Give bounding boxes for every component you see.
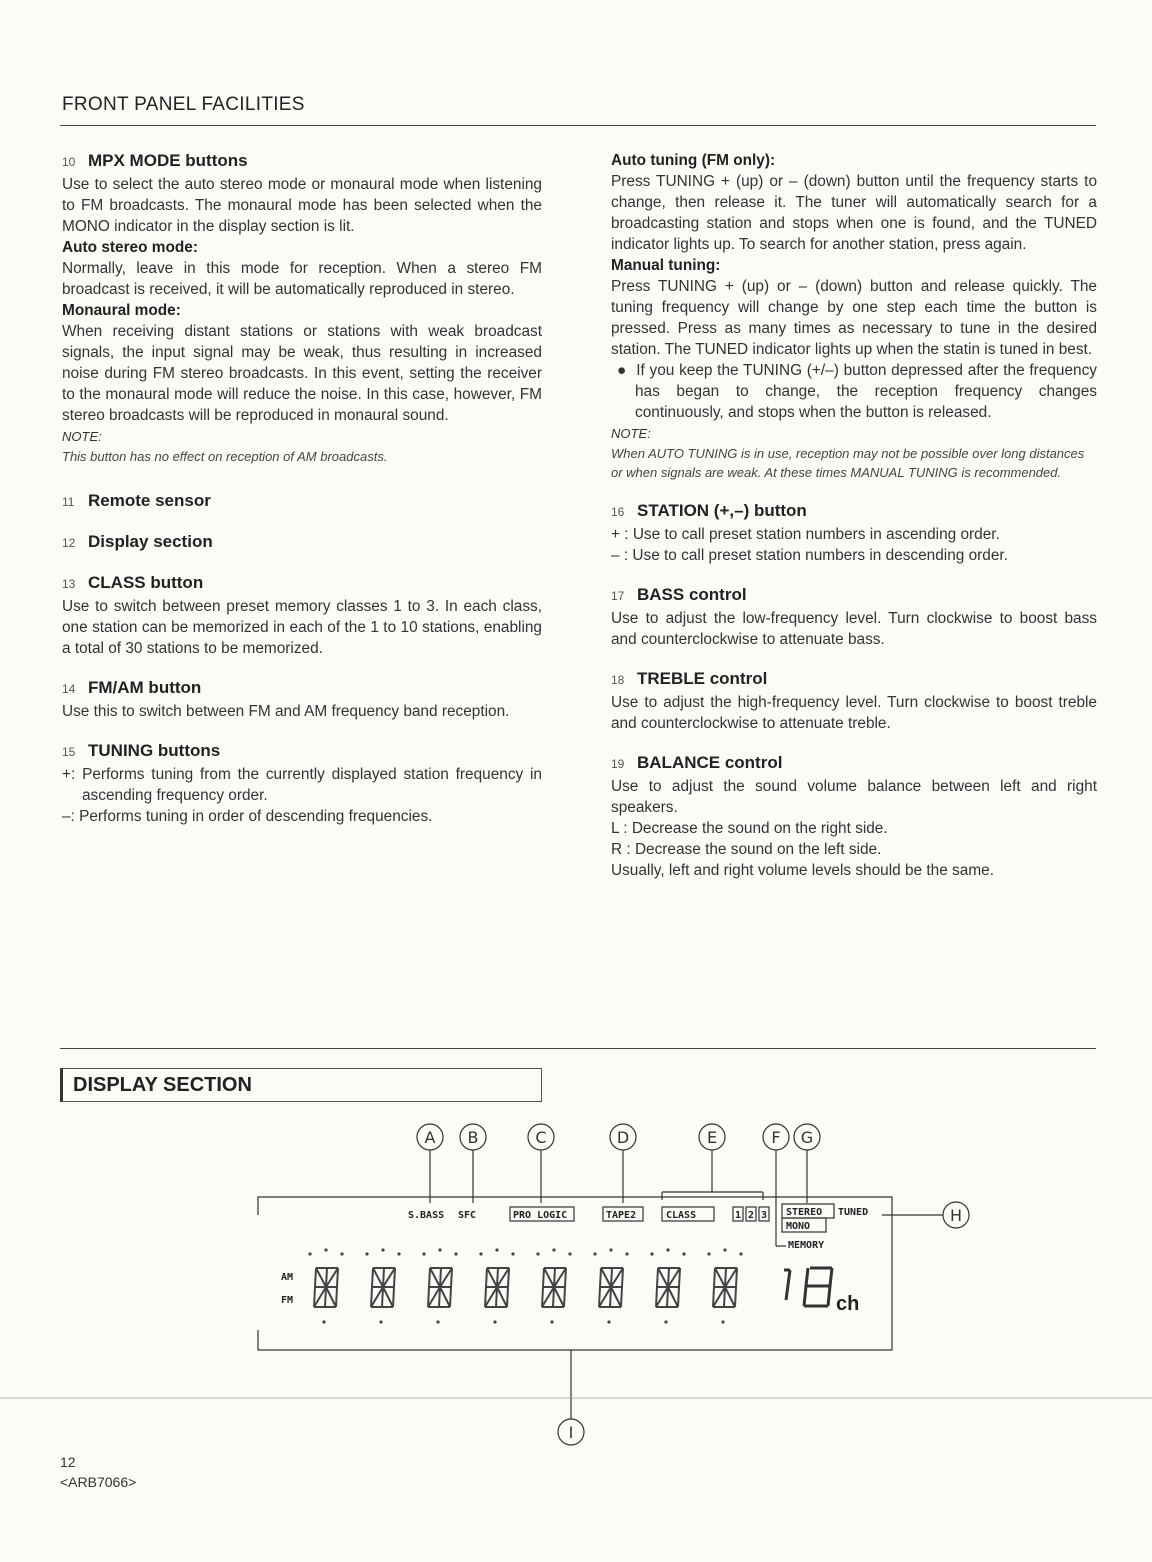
indicator-pro-logic: PRO LOGIC: [513, 1210, 568, 1221]
segment-dot: [650, 1252, 653, 1255]
section-title-text: Display section: [88, 532, 213, 551]
section-text: Press TUNING + (up) or – (down) button and release quickly. The tuning frequency will change by one step each time the button is pressed. Press as many times as necessary to tune in the desired station. The TUNED indicator lights up when the statin is tuned in best.: [611, 278, 1097, 358]
section-number: 19: [611, 757, 625, 771]
section-text: Press TUNING + (up) or – (down) button until the frequency starts to change, then release it. The tuner will automatically search for a broadcasting station and stops when one is found, and the TUNED indicator lights up. To search for another station, press again.: [611, 173, 1097, 253]
sixteen-segment-characters: [308, 1248, 742, 1323]
document-code: <ARB7066>: [60, 1474, 137, 1490]
segment-dot: [324, 1248, 327, 1251]
indicator-am: AM: [281, 1272, 294, 1283]
segment-strokes: [713, 1268, 737, 1307]
section-title-text: MPX MODE buttons: [88, 151, 248, 170]
page-footer: [60, 1452, 136, 1492]
indicator-ch: ch: [836, 1293, 860, 1315]
section-number: 16: [611, 505, 625, 519]
section-number: 15: [62, 745, 76, 759]
subheading-auto-tuning: Auto tuning (FM only):: [611, 152, 776, 169]
segment-dot: [593, 1252, 596, 1255]
note-text: This button has no effect on reception of AM broadcasts.: [62, 449, 388, 464]
list-item: – : Use to call preset station numbers in descending order.: [611, 547, 1008, 564]
segment-dot: [422, 1252, 425, 1255]
section-number: 13: [62, 577, 76, 591]
subheading-monaural: Monaural mode:: [62, 302, 181, 319]
segment-dot: [436, 1320, 439, 1323]
section-title-text: BASS control: [637, 585, 747, 604]
segment-dot: [438, 1248, 441, 1251]
segment-dot: [739, 1252, 742, 1255]
indicator-fm: FM: [281, 1295, 294, 1306]
section-number: 18: [611, 673, 625, 687]
segment-dot: [511, 1252, 514, 1255]
segment-character-1: [308, 1248, 343, 1323]
note-label: NOTE:: [62, 429, 102, 444]
bullet-text: If you keep the TUNING (+/–) button depressed after the frequency has began to change, the reception frequency changes continuously, and stops when the button is released.: [635, 362, 1097, 421]
segment-character-6: [593, 1248, 628, 1323]
note-label: NOTE:: [611, 426, 651, 441]
section-title-text: FM/AM button: [88, 678, 202, 697]
callout-a: A: [424, 1128, 436, 1147]
display-section-title: DISPLAY SECTION: [73, 1074, 252, 1096]
segment-dot: [322, 1320, 325, 1323]
indicator-tuned: TUNED: [838, 1207, 869, 1218]
section-text: Use to switch between preset memory classes 1 to 3. In each class, one station can be memorized in each of the 1 to 10 stations, enabling a total of 30 stations to be memorized.: [62, 598, 542, 657]
segment-dot: [664, 1320, 667, 1323]
segment-character-4: [479, 1248, 514, 1323]
segment-dot: [479, 1252, 482, 1255]
segment-dot: [723, 1248, 726, 1251]
callout-c: C: [535, 1128, 547, 1147]
segment-strokes: [371, 1268, 395, 1307]
callout-b: B: [467, 1128, 479, 1147]
callout-e: E: [706, 1128, 718, 1147]
indicator-mono: MONO: [786, 1221, 811, 1232]
subheading-manual-tuning: Manual tuning:: [611, 257, 721, 274]
segment-character-7: [650, 1248, 685, 1323]
segment-dot: [365, 1252, 368, 1255]
segment-dot: [609, 1248, 612, 1251]
indicator-class-2: 2: [748, 1210, 755, 1221]
segment-dot: [666, 1248, 669, 1251]
section-title-text: CLASS button: [88, 573, 204, 592]
segment-dot: [379, 1320, 382, 1323]
segment-dot: [454, 1252, 457, 1255]
section-text: Use this to switch between FM and AM frequency band reception.: [62, 703, 510, 720]
segment-strokes: [542, 1268, 566, 1307]
segment-strokes: [485, 1268, 509, 1307]
segment-character-5: [536, 1248, 571, 1323]
section-title-text: STATION (+,–) button: [637, 501, 807, 520]
section-text: Use to select the auto stereo mode or monaural mode when listening to FM broadcasts. The monaural mode has been selected when the MONO indicator in the display section is lit.: [62, 176, 542, 235]
section-number: 11: [62, 495, 75, 509]
segment-character-3: [422, 1248, 457, 1323]
indicator-class-3: 3: [761, 1210, 768, 1221]
segment-dot: [625, 1252, 628, 1255]
section-title-text: BALANCE control: [637, 753, 783, 772]
page-number: 12: [60, 1454, 76, 1470]
channel-digits-display: [784, 1268, 832, 1306]
segment-dot: [308, 1252, 311, 1255]
segment-dot: [721, 1320, 724, 1323]
list-item: +: Performs tuning from the currently displayed station frequency in ascending frequency order.: [62, 766, 542, 804]
segment-character-8: [707, 1248, 742, 1323]
list-item: L : Decrease the sound on the right side.: [611, 820, 888, 837]
section-number: 10: [62, 155, 76, 169]
segment-dot: [552, 1248, 555, 1251]
segment-strokes: [599, 1268, 623, 1307]
section-text: Use to adjust the sound volume balance between left and right speakers.: [611, 778, 1097, 816]
indicator-memory: MEMORY: [788, 1240, 825, 1251]
segment-character-2: [365, 1248, 400, 1323]
section-text: Usually, left and right volume levels should be the same.: [611, 862, 994, 879]
indicator-class-1: 1: [735, 1210, 742, 1221]
segment-dot: [550, 1320, 553, 1323]
segment-dot: [397, 1252, 400, 1255]
callout-h: H: [949, 1206, 963, 1225]
callout-g: G: [800, 1128, 814, 1147]
section-number: 17: [611, 589, 625, 603]
section-text: When receiving distant stations or stations with weak broadcast signals, the input signal may be weak, thus resulting in increased noise during FM stereo broadcasts. In this event, setting the receiver to the monaural mode will reduce the noise. In this case, however, FM stereo broadcasts will be reproduced in monaural sound.: [62, 323, 542, 424]
segment-dot: [381, 1248, 384, 1251]
section-title-text: TREBLE control: [637, 669, 768, 688]
section-title-text: Remote sensor: [88, 491, 211, 510]
segment-dot: [707, 1252, 710, 1255]
section-number: 12: [62, 536, 76, 550]
page-header-title: FRONT PANEL FACILITIES: [62, 94, 305, 115]
note-text: When AUTO TUNING is in use, reception may not be possible over long distances or when signals are weak. At these times MANUAL TUNING is recommended.: [611, 446, 1085, 480]
segment-dot: [607, 1320, 610, 1323]
section-text: Use to adjust the high-frequency level. Turn clockwise to boost treble and counterclockwise to attenuate treble.: [611, 694, 1097, 732]
segment-dot: [495, 1248, 498, 1251]
section-text: Normally, leave in this mode for reception. When a stereo FM broadcast is received, it will be automatically reproduced in stereo.: [62, 260, 542, 298]
callout-f: F: [771, 1128, 781, 1147]
list-item: R : Decrease the sound on the left side.: [611, 841, 882, 858]
segment-strokes: [656, 1268, 680, 1307]
bullet-dot-icon: ●: [617, 362, 637, 379]
list-item: –: Performs tuning in order of descending frequencies.: [62, 808, 433, 825]
section-text: Use to adjust the low-frequency level. Turn clockwise to boost bass and counterclockwise to attenuate bass.: [611, 610, 1097, 648]
segment-dot: [493, 1320, 496, 1323]
segment-dot: [536, 1252, 539, 1255]
section-title-text: TUNING buttons: [88, 741, 221, 760]
indicator-sbass: S.BASS: [408, 1210, 445, 1221]
segment-dot: [682, 1252, 685, 1255]
indicator-class: CLASS: [666, 1210, 697, 1221]
indicator-stereo: STEREO: [786, 1207, 823, 1218]
list-item: + : Use to call preset station numbers in ascending order.: [611, 526, 1000, 543]
callout-i: I: [568, 1423, 574, 1442]
segment-dot: [340, 1252, 343, 1255]
section-number: 14: [62, 682, 76, 696]
indicator-tape2: TAPE2: [606, 1210, 637, 1221]
callout-d: D: [616, 1128, 630, 1147]
indicator-sfc: SFC: [458, 1210, 477, 1221]
segment-dot: [568, 1252, 571, 1255]
segment-strokes: [428, 1268, 452, 1307]
segment-strokes: [314, 1268, 338, 1307]
subheading-auto-stereo: Auto stereo mode:: [62, 239, 198, 256]
